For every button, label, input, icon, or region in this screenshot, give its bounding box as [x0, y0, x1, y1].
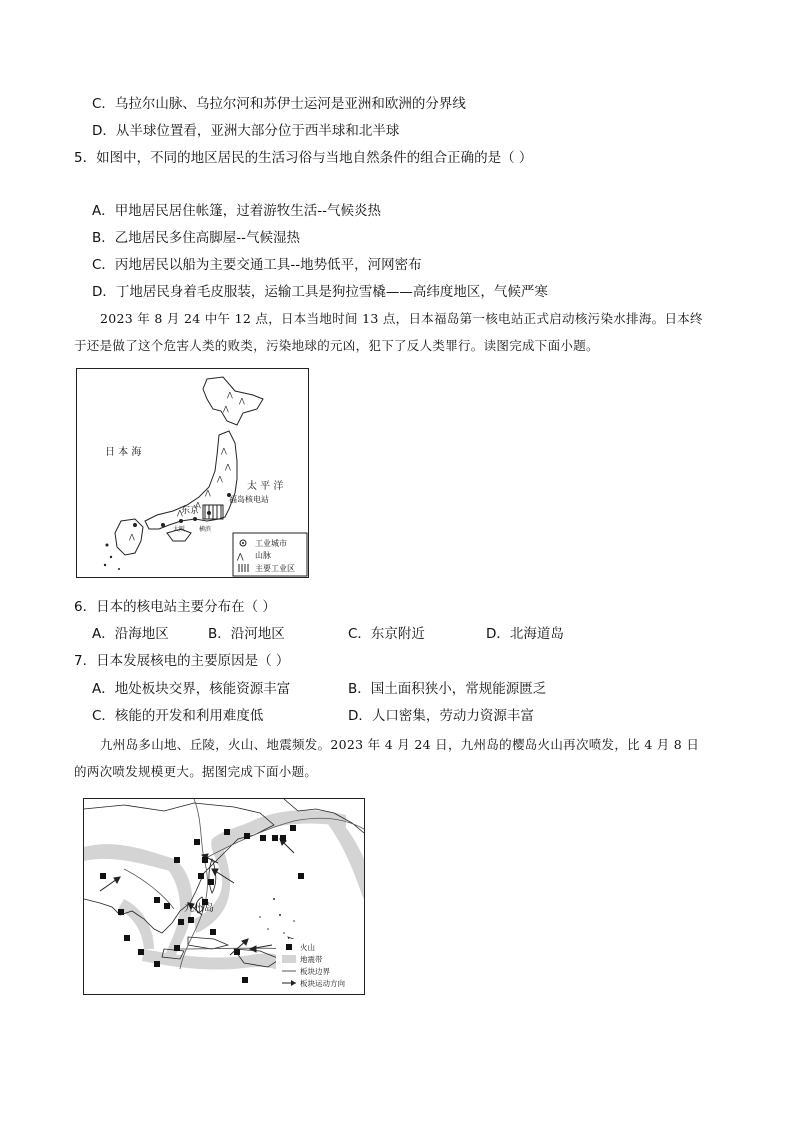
q6-option-d: D．北海道岛 [486, 626, 564, 642]
passage1-line1: 2023 年 8 月 24 中午 12 点，日本当地时间 13 点，日本福岛第一核电站正式启动核污染水排海。日本终 [100, 311, 703, 326]
pacific-volcano-map [83, 798, 365, 995]
q6-stem: 6．日本的核电站主要分布在（ ） [74, 599, 276, 615]
yokohama-label: 横滨 [199, 526, 212, 533]
q5-option-b: B．乙地居民多住高脚屋--气候湿热 [92, 230, 301, 246]
tokyo-label: 东京 [181, 506, 200, 516]
legend-volcano: 火山 [300, 943, 315, 952]
legend-quake-belt: 地震带 [300, 955, 323, 964]
svg-text:⋀: ⋀ [223, 405, 229, 413]
hokkaido-island [203, 377, 263, 425]
q6-option-a: A．沿海地区 [92, 626, 169, 642]
pacific-islands [259, 898, 295, 934]
svg-text:⋀: ⋀ [205, 489, 211, 497]
legend-plate-motion: 板块运动方向 [300, 979, 345, 988]
map2-legend [276, 939, 364, 994]
passage2-line2: 的两次喷发规模更大。据图完成下面小题。 [74, 764, 318, 779]
fukushima-label: 福岛核电站 [229, 495, 269, 504]
passage2-line1: 九州岛多山地、丘陵，火山、地震频发。2023 年 4 月 24 日，九州岛的樱岛火山再次喷发，比 4 月 8 日 [100, 737, 700, 752]
osaka-label: 大阪 [173, 526, 186, 533]
legend-plate-boundary: 板块边界 [300, 967, 330, 976]
svg-text:⋀: ⋀ [217, 475, 223, 483]
svg-text:⋀: ⋀ [225, 463, 231, 471]
legend-mountain: 山脉 [255, 551, 271, 560]
legend-industrial: 主要工业区 [255, 564, 295, 573]
svg-text:⋀: ⋀ [221, 447, 227, 455]
passage1-line2: 于还是做了这个危害人类的败类，污染地球的元凶，犯下了反人类罪行。读图完成下面小题。 [74, 338, 599, 353]
q6-option-b: B．沿河地区 [208, 626, 285, 642]
svg-text:⋀: ⋀ [239, 397, 245, 405]
q5-stem: 5．如图中，不同的地区居民的生活习俗与当地自然条件的组合正确的是（ ） [74, 150, 533, 166]
q7-option-c: C．核能的开发和利用难度低 [92, 708, 264, 724]
q4-option-c: C．乌拉尔山脉、乌拉尔河和苏伊士运河是亚洲和欧洲的分界线 [92, 96, 466, 112]
q5-option-a: A．甲地居民居住帐篷，过着游牧生活--气候炎热 [92, 203, 381, 219]
sea-of-japan-label: 日 本 海 [105, 447, 142, 458]
q7-option-d: D．人口密集，劳动力资源丰富 [348, 708, 534, 724]
q6-option-c: C．东京附近 [348, 626, 425, 642]
q7-stem: 7．日本发展核电的主要原因是（ ） [74, 653, 290, 669]
pacific-label: 太 平 洋 [247, 481, 284, 492]
q7-option-a: A．地处板块交界，核能资源丰富 [92, 681, 291, 697]
q7-option-b: B．国土面积狭小，常规能源匮乏 [348, 681, 547, 697]
svg-text:⋀: ⋀ [227, 391, 233, 399]
q5-option-c: C．丙地居民以船为主要交通工具--地势低平，河网密布 [92, 257, 422, 273]
q4-option-d: D．从半球位置看，亚洲大部分位于西半球和北半球 [92, 123, 400, 139]
svg-text:⋀: ⋀ [237, 552, 244, 561]
q5-option-d: D．丁地居民身着毛皮服装，运输工具是狗拉雪橇——高纬度地区，气候严寒 [92, 284, 548, 300]
svg-text:⋀: ⋀ [129, 533, 135, 541]
map1-legend [233, 533, 307, 576]
kyushu-label: 九州岛 [184, 903, 214, 914]
japan-map [76, 368, 309, 578]
svg-text:⋀: ⋀ [195, 501, 201, 509]
svg-text:⋀: ⋀ [177, 509, 183, 517]
legend-city: 工业城市 [255, 539, 287, 548]
